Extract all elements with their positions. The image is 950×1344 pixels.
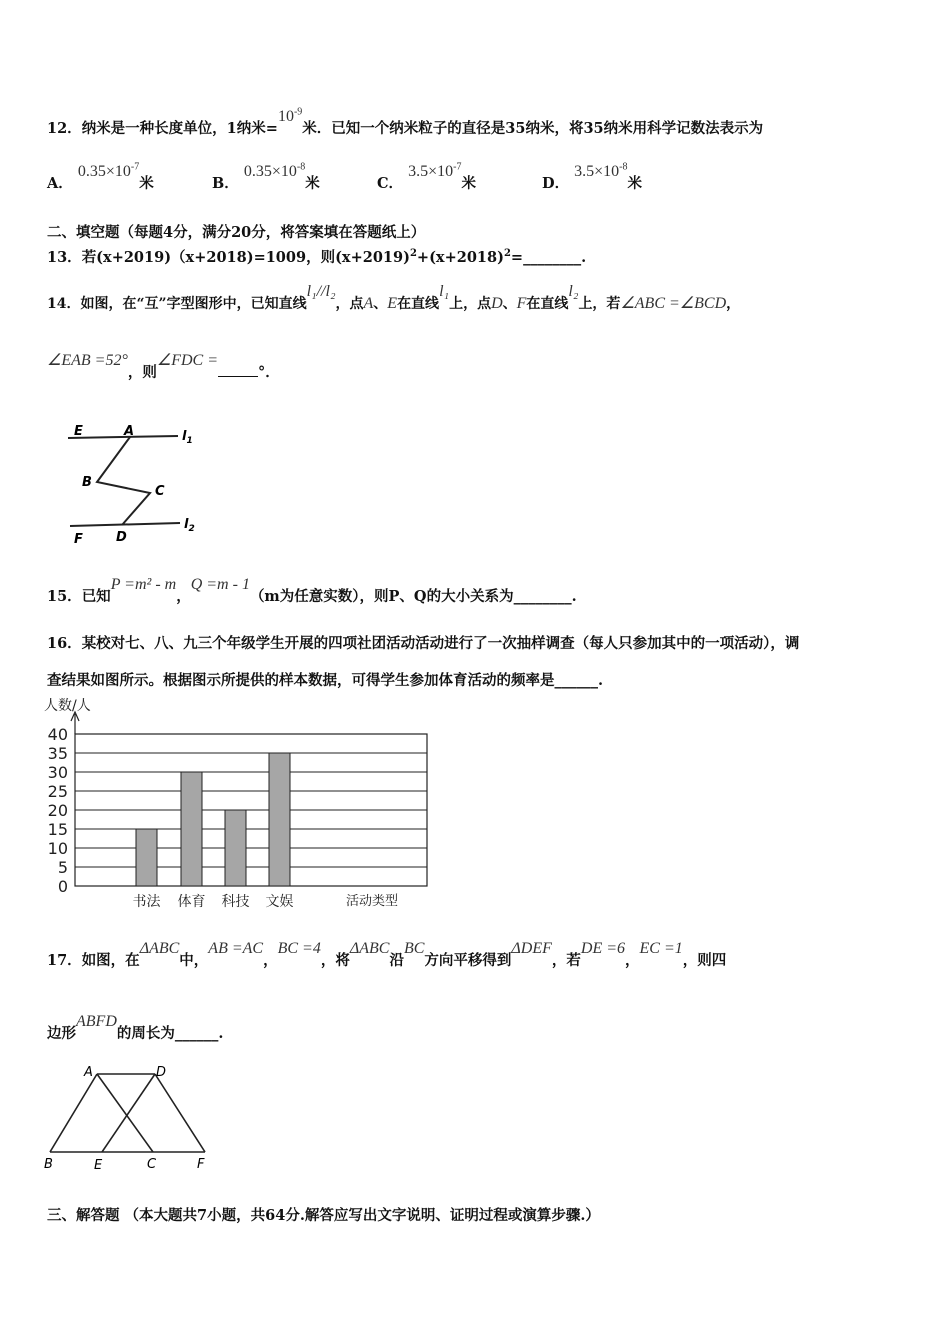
q15-t3: （m为任意实数），则P、Q的大小关系为________. (249, 588, 577, 605)
q14-m7: l₂ (568, 283, 579, 300)
q17-m6: ΔDEF (511, 940, 552, 957)
q17-t5: 沿 (389, 952, 404, 969)
segment-ac (97, 1074, 153, 1152)
q14-t8: 上，若 (578, 296, 621, 312)
q14-t10: ，则 (127, 364, 157, 381)
option-b-label: B． (212, 175, 239, 192)
q14-t1: 如图，在“互”字型图形中，已知直线 (80, 296, 307, 312)
q17-t10: 边形 (47, 1025, 76, 1042)
option-a-value (78, 163, 139, 180)
q17-t3: ， (263, 952, 278, 969)
q14-answer-blank[interactable] (218, 376, 258, 377)
section-3-heading: 三、解答题 （本大题共7小题，共64分.解答应写出文字说明、证明过程或演算步骤.） (47, 1207, 600, 1224)
option-a-unit: 米 (139, 175, 154, 192)
q15-m1: P =m² - m (110, 576, 177, 593)
q12-exp (278, 108, 302, 125)
q17-m3: BC =4 (277, 940, 321, 957)
q17-t8: ， (625, 952, 640, 969)
q17-t9: ，则四 (682, 952, 727, 969)
q17-t6: 方向平移得到 (424, 952, 512, 969)
section-2-heading: 二、填空题（每题4分，满分20分，将答案填在答题纸上） (47, 224, 426, 241)
question-14 (47, 283, 741, 313)
q12-text-a: 纳米是一种长度单位，1纳米= (81, 120, 278, 137)
label-l1-base: l (182, 429, 187, 444)
q14-m2: A (363, 295, 374, 312)
x-tick-label: 体育 (177, 894, 206, 910)
q13-sup2: 2 (503, 248, 511, 260)
q17-t4: ，将 (320, 952, 350, 969)
bar-4 (269, 753, 290, 886)
q14-t4: 在直线 (397, 296, 440, 312)
option-d-value (574, 163, 627, 180)
bar-3 (225, 810, 246, 886)
label-D: D (116, 530, 127, 545)
x-tick-label: 书法 (132, 894, 161, 910)
segment-de (102, 1074, 155, 1152)
q17-t11: 的周长为______. (116, 1025, 224, 1042)
q13-text-a: 若(x+2019)（x+2018)=1009，则(x+2019) (81, 249, 410, 266)
y-tick-label: 10 (47, 839, 68, 858)
label-A: A (124, 424, 135, 439)
q13-text-c: =________. (510, 249, 587, 266)
label-F: F (197, 1157, 205, 1172)
question-17 (47, 940, 727, 970)
question-14-line2 (47, 352, 280, 382)
q15-t2: ， (176, 588, 191, 605)
y-tick-label: 40 (47, 725, 68, 744)
q15-m2: Q =m - 1 (190, 576, 250, 593)
q14-t11: °． (258, 364, 280, 381)
q14-t3: 、 (373, 296, 388, 312)
q15-number: 15． (47, 588, 82, 605)
option-b-mantissa: 0.35×10 (243, 163, 297, 180)
q14-m8: ∠ABC =∠BCD (620, 295, 727, 312)
q15-t1: 已知 (81, 588, 111, 605)
q17-m10: ABFD (76, 1013, 117, 1030)
line-l2 (70, 523, 180, 526)
option-c-unit: 米 (461, 175, 476, 192)
line-l1 (68, 436, 178, 438)
label-E: E (74, 424, 83, 439)
q12-number: 12． (47, 120, 82, 137)
q14-m3: E (387, 295, 398, 312)
label-C: C (147, 1157, 157, 1172)
q14-t2: ，点 (335, 296, 364, 312)
option-d-unit: 米 (627, 175, 643, 192)
q14-m10: ∠FDC = (156, 352, 218, 369)
bar-1 (136, 829, 157, 886)
question-13 (47, 246, 586, 267)
q17-m4: ΔABC (349, 940, 390, 957)
q17-t1: 如图，在 (81, 952, 140, 969)
question-15 (47, 576, 577, 606)
q17-figure (40, 1062, 220, 1177)
y-tick-label: 5 (57, 858, 68, 877)
label-C: C (155, 484, 165, 499)
y-tick-label: 30 (47, 763, 68, 782)
q17-m1: ΔABC (139, 940, 180, 957)
option-a-label: A． (47, 175, 73, 192)
option-a-sup: -7 (130, 161, 140, 173)
x-axis-label: 活动类型 (346, 894, 399, 909)
q13-sup1: 2 (409, 248, 417, 260)
q14-number: 14． (47, 296, 81, 312)
y-axis-label: 人数/人 (44, 698, 91, 714)
q14-m4: l₁ (439, 283, 450, 300)
option-d-label: D． (542, 175, 570, 192)
bar-chart (40, 696, 440, 911)
label-l2-sub: 2 (188, 524, 195, 534)
label-A: A (84, 1065, 93, 1080)
label-D: D (156, 1065, 167, 1080)
q17-m5: BC (403, 940, 425, 957)
q17-m2: AB =AC (208, 940, 264, 957)
q14-m5: D (491, 295, 503, 312)
option-b-value (244, 163, 305, 180)
q17-number: 17． (47, 952, 82, 969)
question-17-line2 (47, 1013, 224, 1043)
q14-m1: l₁//l₂ (306, 283, 336, 300)
q16-line1: 某校对七、八、九三个年级学生开展的四项社团活动活动进行了一次抽样调查（每人只参加其中的一项活动），调 (81, 635, 800, 652)
q13-text-b: +(x+2018) (416, 249, 504, 266)
option-c-sup: -7 (453, 161, 462, 173)
bar-2 (181, 772, 202, 886)
y-tick-label: 20 (47, 801, 68, 820)
question-16 (47, 632, 799, 653)
label-B: B (44, 1157, 53, 1172)
option-a-mantissa: 0.35×10 (77, 163, 131, 180)
label-F: F (74, 532, 83, 547)
label-l1 (182, 429, 193, 446)
label-B: B (82, 475, 92, 490)
question-12 (47, 106, 764, 138)
x-tick-label: 科技 (221, 894, 250, 910)
q14-t7: 在直线 (526, 296, 569, 312)
y-tick-label: 25 (47, 782, 68, 801)
option-d-sup: -8 (619, 161, 628, 173)
q14-m9: ∠EAB =52° (47, 352, 128, 369)
y-tick-label: 15 (47, 820, 68, 839)
label-l1-sub: 1 (186, 436, 193, 446)
y-tick-label: 0 (57, 877, 68, 896)
label-E: E (94, 1158, 103, 1173)
zigzag-abcd (97, 437, 150, 525)
q14-figure (60, 420, 210, 550)
q17-t7: ，若 (551, 952, 581, 969)
q17-t2: 中， (179, 952, 209, 969)
q14-t9: ， (726, 296, 741, 312)
option-c-mantissa: 3.5×10 (408, 163, 454, 180)
q14-t5: 上，点 (449, 296, 492, 312)
label-l2-base: l (184, 517, 189, 532)
q12-text-b: 米．已知一个纳米粒子的直径是35纳米，将35纳米用科学记数法表示为 (302, 120, 764, 137)
q12-exp-base: 10 (277, 108, 294, 125)
option-b-sup: -8 (296, 161, 306, 173)
option-c-value (408, 163, 461, 180)
y-tick-label: 35 (47, 744, 68, 763)
x-tick-label: 文娱 (265, 894, 294, 910)
q13-number: 13． (47, 249, 82, 266)
option-c-label: C． (377, 175, 404, 192)
option-d-mantissa: 3.5×10 (574, 163, 620, 180)
q12-exp-sup: -9 (293, 106, 303, 118)
q17-m7: DE =6 (580, 940, 626, 957)
option-b-unit: 米 (305, 175, 320, 192)
question-16-line2: 查结果如图所示。根据图示所提供的样本数据，可得学生参加体育活动的频率是______. (47, 672, 604, 689)
q17-m8: EC =1 (639, 940, 683, 957)
q16-number: 16． (47, 635, 82, 652)
label-l2 (184, 517, 195, 534)
q14-t6: 、 (502, 296, 517, 312)
segment-ab (50, 1074, 97, 1152)
segment-df (155, 1074, 205, 1152)
q14-m6: F (516, 295, 527, 312)
